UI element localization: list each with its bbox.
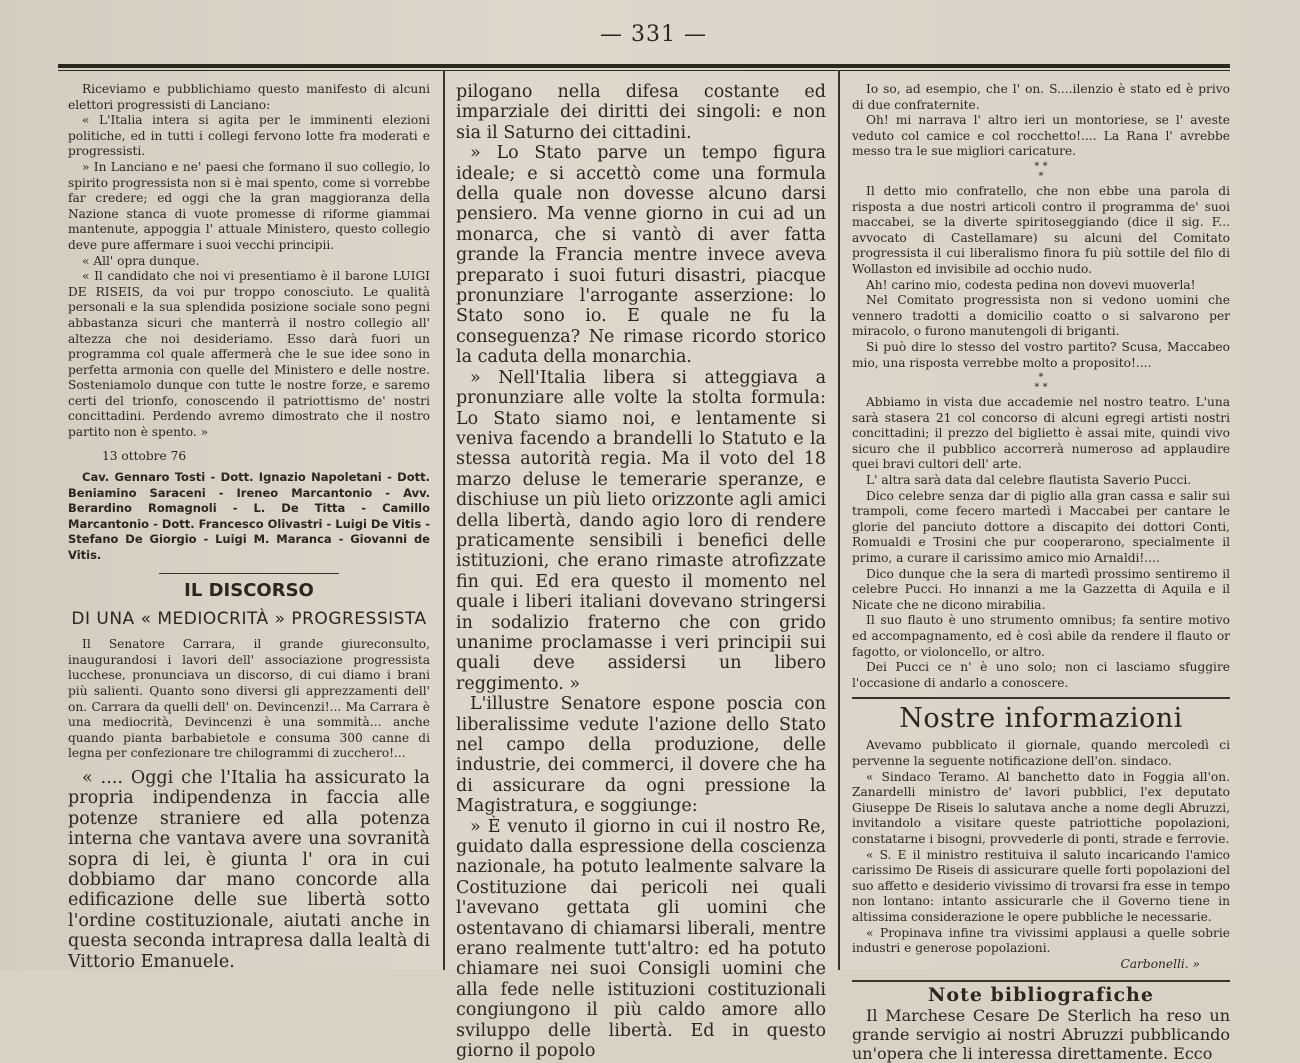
asterism: * * * [1034,160,1048,182]
speech-paragraph: » È venuto il giorno in cui il nostro Re, guidato dalla espressione della coscienza nazionale, ha potuto lealmente salvare la Costituzione dai pericoli nei quali l'avevano gettata gli uomini che ostentavano di chiamarsi liberali, mentre erano realmente tutt'altro: ed ha potuto chiamare nei suoi Consigli uomini che alla fede nelle istituzioni costituzionali congiungono il più caldo amore allo sviluppo delle libertà. Ed in questo giorno il popolo [456,816,826,1062]
header-rule-thin [58,70,1230,71]
manifesto-intro: Riceviamo e pubblichiamo questo manifesto di alcuni elettori progressisti di Lanciano: [68,82,430,112]
manifesto-paragraph: » In Lanciano e ne' paesi che formano il suo collegio, lo spirito progressista non si è mai spento, come si vorrebbe far credere; ed oggi che la gran maggioranza della Nazione stanca di vuote promesse di riforme giammai mantenute, appoggia l' attuale Ministero, questo collegio deve pure affermare i suoi vecchi principii. [68,159,430,252]
theatre-text: Dico dunque che la sera di martedì prossimo sentiremo il celebre Pucci. Ho innanzi a me la Gazzetta di Aquila e il Nicate che ne dicono mirabilia. [852,566,1230,612]
column-text: Nel Comitato progressista non si vedono uomini che vennero tradotti a domicilio coatto o si salvarono per miracolo, o furono manutengoli di briganti. [852,293,1230,339]
section-divider [852,980,1230,982]
section-divider [159,573,339,574]
section-title: Nostre informazioni [899,703,1183,735]
info-text: Avevamo pubblicato il giornale, quando mercoledì ci pervenne la seguente notificazione dell'on. sindaco. [852,738,1230,768]
asterism: * * * [1034,372,1048,394]
column-text: Si può dire lo stesso del vostro partito? Scusa, Maccabeo mio, una risposta verrebbe molto a proposito!.... [852,339,1230,370]
info-signature: Carbonelli. » [1120,956,1200,971]
section-title: Note bibliografiche [928,984,1154,1007]
speech-quote: « .... Oggi che l'Italia ha assicurato la propria indipendenza in faccia alle potenze straniere ed alla potenza interna che vantava avere una sovranità sopra di lei, è giunta l' ora in cui dobbiamo dar mano concorde alla edificazione delle sue libertà sotto l'ordine costituzionale, aiutati anche in questa seconda intrapresa dalla lealtà di Vittorio Emanuele. [68,768,430,972]
page-number: — 331 — [600,22,707,47]
theatre-text: Il suo flauto è uno strumento omnibus; fa sentire motivo ed accompagnamento, ed è così abile da rendere il flauto or fagotto, or violoncello, or altro. [852,613,1230,659]
manifesto-paragraph: « Il candidato che noi vi presentiamo è il barone LUIGI DE RISEIS, da voi pur troppo conosciuto. Le qualità personali e la sua splendida posizione sociale sono pegni abbastanza sicuri che manterrà il nostro collegio all' altezza che noi desideriamo. Esso darà fuori un programma col quale affermerà che le sue idee sono in perfetta armonia con quelle del Ministero e delle nostre. Sosteniamolo dunque con tutte le nostre forze, e saremo certi del trionfo, conoscendo il patriottismo de' nostri concittadini. Perdendo avremo dimostrato che il nostro partito non è spento. » [68,269,430,440]
info-text: « Sindaco Teramo. Al banchetto dato in Foggia all'on. Zanardelli ministro de' lavori pubblici, l'ex deputato Giuseppe De Riseis lo salutava anche a nome degli Abruzzi, invitandolo a visitare queste patriottiche popolazioni, constatarne i bisogni, provvederle di ponti, strade e ferrovie. [852,769,1230,846]
column-text: Io so, ad esempio, che l' on. S....ilenzio è stato ed è privo di due confraternite. [852,82,1230,112]
article-title: IL DISCORSO [184,580,314,602]
article-intro: Il Senatore Carrara, il grande giureconsulto, inaugurandosi i lavori dell' associazione progressista lucchese, pronunciava un discorso, di cui diamo i brani più salienti. Quanto sono diversi gli apprezzamenti dell' on. Carrara da quelli dell' on. Devincenzi!... Ma Carrara è una mediocrità, Devincenzi è una sommità... anche quando pianta barbabietole e consuma 300 canne di legna per confezionare tre chilogrammi di zucchero!... [68,637,430,761]
column-divider-2 [838,70,840,970]
notes-text: Il Marchese Cesare De Sterlich ha reso un grande servigio ai nostri Abruzzi pubblicando un'opera che li interessa direttamente. Ecco [852,1006,1230,1063]
info-text: « Propinava infine tra vivissimi applausi a quelle sobrie industri e generose popolazioni. [852,925,1230,956]
column-divider-1 [443,70,445,970]
speech-paragraph: » Nell'Italia libera si atteggiava a pronunziare alle volte la stolta formula: Lo Stato siamo noi, e lentamente si veniva facendo a brandelli lo Statuto e la stessa autorità regia. Ma il voto del 18 marzo deluse le temerarie speranze, e dischiuse un più lieto orizzonte agli amici della libertà, dando agio loro di rendere praticamente sensibili i benefici delle istituzioni, che erano rimaste atrofizzate fin qui. Ed era questo il momento nel quale i liberi italiani dovevano stringersi in sodalizio fraterno che con grido unanime proclamasse i veri principii sui quali deve assidersi un libero reggimento. » [456,367,826,694]
theatre-text: Dei Pucci ce n' è uno solo; non ci lasciamo sfuggire l'occasione di andarlo a conoscere. [852,660,1230,690]
theatre-text: Dico celebre senza dar di piglio alla gran cassa e salir sui trampoli, come fecero martedì i Maccabei per cantare le glorie del panciuto dottore a discapito dei dottori Conti, Romualdi e Trosini che pur cooperarono, specialmente il primo, a curare il carissimo amico mio Arnaldi!.... [852,488,1230,566]
signatories: Cav. Gennaro Tosti - Dott. Ignazio Napoletani - Dott. Beniamino Saraceni - Ireneo Marcantonio - Avv. Berardino Romagnoli - L. De Titta - Camillo Marcantonio - Dott. Francesco Olivastri - Luigi De Vitis - Stefano De Giorgio - Luigi M. Maranca - Giovanni de Vitis. [68,470,430,562]
speech-paragraph: » Lo Stato parve un tempo figura ideale; e si accettò come una formula della quale non dovesse alcuno darsi pensiero. Ma venne giorno in cui ad un monarca, che si vantò di aver fatta grande la Francia mentre invece aveva preparato i suoi futuri disastri, piacque pronunziare l'arrogante asserzione: lo Stato sono io. E quale ne fu la conseguenza? Ne rimase ricordo storico la caduta della monarchia. [456,143,826,368]
theatre-text: L' altra sarà data dal celebre flautista Saverio Pucci. [866,473,1192,488]
theatre-text: Abbiamo in vista due accademie nel nostro teatro. L'una sarà stasera 21 col concorso di alcuni egregi artisti nostri concittadini; il prezzo del biglietto è assai mite, quindi vivo sicuro che il pubblico accorrerà numeroso ad applaudire quei bravi cultori dell' arte. [852,395,1230,472]
manifesto-date: 13 ottobre 76 [102,448,187,463]
info-text: « S. E il ministro restituiva il saluto incaricando l'amico carissimo De Riseis di assicurare quelle forti popolazioni del suo affetto e desiderio vivissimo di trovarsi fra esse in tempo non lontano: intanto assicurarle che il Governo tiene in altissima considerazione le opere pubbliche le necessarie. [852,847,1230,924]
column-2 [456,82,826,1062]
column-text: Ah! carino mio, codesta pedina non dovevi muoverla! [866,277,1196,292]
column-text: Il detto mio confratello, che non ebbe una parola di risposta a due nostri articoli contro il programma de' suoi maccabei, se la diverte spiritoseggiando (dice il sig. F... avvocato di Castellamare) su alcuni del Comitato progressista il cui liberalismo finora fu più sottile del filo di Wollaston ed invisibile ad occhio nudo. [852,183,1230,276]
column-text: Oh! mi narrava l' altro ieri un montoriese, se l' aveste veduto col camice e col rocchetto!.... La Rana l' avrebbe messo tra le sue migliori caricature. [852,113,1230,159]
speech-paragraph: L'illustre Senatore espone poscia con liberalissime vedute l'azione dello Stato nel campo della produzione, delle industrie, dei commerci, il dovere che ha di assicurare da ogni pressione la Magistratura, e soggiunge: [456,694,826,817]
speech-paragraph: pilogano nella difesa costante ed imparziale dei diritti dei singoli: e non sia il Saturno dei cittadini. [456,82,826,143]
manifesto-paragraph: « L'Italia intera si agita per le imminenti elezioni politiche, ed in tutti i collegi fervono lotte fra moderati e progressisti. [68,113,430,159]
article-subtitle: DI UNA « MEDIOCRITÀ » PROGRESSISTA [71,609,427,630]
manifesto-paragraph: « All' opra dunque. [82,253,200,268]
section-divider [852,697,1230,699]
header-rule-thick [58,64,1230,68]
column-3 [852,82,1230,1063]
column-1 [68,82,430,970]
